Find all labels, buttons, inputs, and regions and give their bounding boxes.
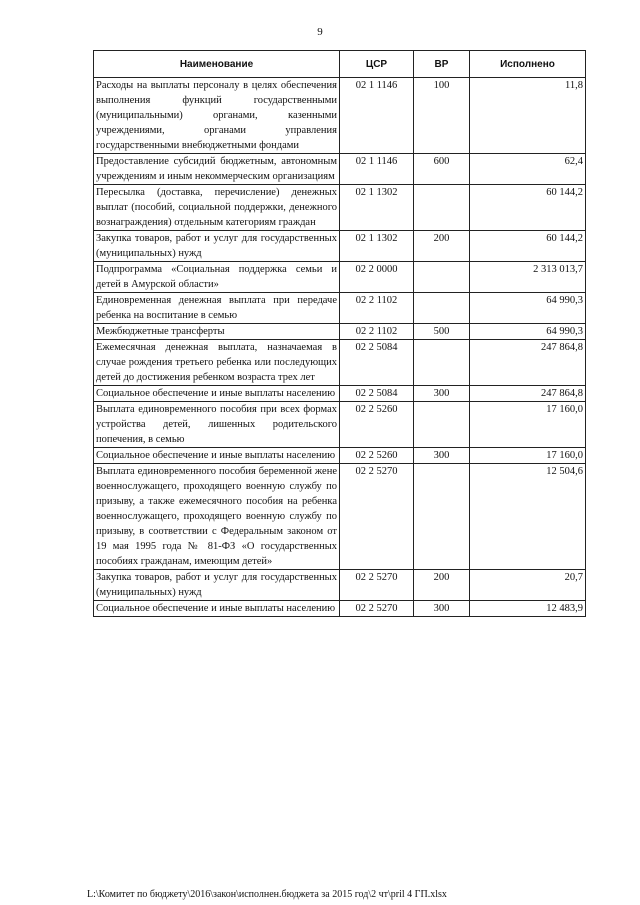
row-vr-cell: 500 [414, 324, 470, 340]
row-csr-cell: 02 2 5270 [340, 464, 414, 570]
row-vr-cell: 300 [414, 601, 470, 617]
row-name-cell: Ежемесячная денежная выплата, назначаемая в случае рождения третьего ребенка или последующих детей до достижения ребенком возраста трех лет [94, 340, 340, 386]
row-csr-cell: 02 2 5084 [340, 386, 414, 402]
row-name-cell: Предоставление субсидий бюджетным, автономным учреждениям и иным некоммерческим организациям [94, 154, 340, 185]
header-name: Наименование [94, 51, 340, 78]
row-amount-cell: 17 160,0 [470, 402, 586, 448]
table-row [94, 448, 586, 464]
row-vr-cell: 600 [414, 154, 470, 185]
row-name-cell: Выплата единовременного пособия при всех формах устройства детей, лишенных родительского попечения, в семью [94, 402, 340, 448]
row-amount-cell: 62,4 [470, 154, 586, 185]
row-name-cell: Пересылка (доставка, перечисление) денежных выплат (пособий, социальной поддержки, денежного вознаграждения) отдельным категориям граждан [94, 185, 340, 231]
table-row [94, 185, 586, 231]
row-name-cell: Закупка товаров, работ и услуг для государственных (муниципальных) нужд [94, 570, 340, 601]
row-vr-cell [414, 293, 470, 324]
header-csr: ЦСР [340, 51, 414, 78]
row-csr-cell: 02 2 5260 [340, 448, 414, 464]
page-number: 9 [317, 26, 323, 38]
table-row [94, 262, 586, 293]
table-row [94, 402, 586, 448]
row-amount-cell: 11,8 [470, 78, 586, 154]
row-csr-cell: 02 2 1102 [340, 293, 414, 324]
row-name-cell: Социальное обеспечение и иные выплаты населению [94, 448, 340, 464]
row-vr-cell [414, 340, 470, 386]
row-vr-cell: 300 [414, 386, 470, 402]
table-row [94, 601, 586, 617]
table-row [94, 231, 586, 262]
row-csr-cell: 02 1 1302 [340, 231, 414, 262]
row-csr-cell: 02 2 5084 [340, 340, 414, 386]
row-amount-cell: 64 990,3 [470, 293, 586, 324]
row-vr-cell: 200 [414, 570, 470, 601]
file-path-footer: L:\Комитет по бюджету\2016\закон\исполнен.бюджета за 2015 год\2 чт\pril 4 ГП.xlsx [87, 889, 447, 900]
row-name-cell: Закупка товаров, работ и услуг для государственных (муниципальных) нужд [94, 231, 340, 262]
row-amount-cell: 247 864,8 [470, 340, 586, 386]
budget-execution-table [93, 50, 586, 617]
row-name-cell: Социальное обеспечение и иные выплаты населению [94, 601, 340, 617]
table-row [94, 293, 586, 324]
row-name-cell: Социальное обеспечение и иные выплаты населению [94, 386, 340, 402]
row-amount-cell: 64 990,3 [470, 324, 586, 340]
row-csr-cell: 02 1 1146 [340, 154, 414, 185]
header-vr: ВР [414, 51, 470, 78]
table-header-row [94, 51, 586, 78]
table-row [94, 78, 586, 154]
row-csr-cell: 02 2 1102 [340, 324, 414, 340]
row-amount-cell: 2 313 013,7 [470, 262, 586, 293]
row-vr-cell [414, 185, 470, 231]
row-name-cell: Единовременная денежная выплата при передаче ребенка на воспитание в семью [94, 293, 340, 324]
table-body [94, 78, 586, 617]
row-vr-cell: 200 [414, 231, 470, 262]
table-row [94, 324, 586, 340]
table-row [94, 386, 586, 402]
row-csr-cell: 02 2 5270 [340, 601, 414, 617]
row-amount-cell: 20,7 [470, 570, 586, 601]
row-csr-cell: 02 2 0000 [340, 262, 414, 293]
row-vr-cell: 100 [414, 78, 470, 154]
table-row [94, 570, 586, 601]
row-vr-cell [414, 402, 470, 448]
row-csr-cell: 02 2 5270 [340, 570, 414, 601]
row-csr-cell: 02 1 1302 [340, 185, 414, 231]
row-name-cell: Выплата единовременного пособия беременной жене военнослужащего, проходящего военную службу по призыву, а также ежемесячного пособия на ребенка военнослужащего, проходящего военную службу по призыву, в соответствии с Федеральным законом от 19 мая 1995 года № 81-ФЗ «О государственных пособиях гражданам, имеющим детей» [94, 464, 340, 570]
table-row [94, 340, 586, 386]
row-name-cell: Расходы на выплаты персоналу в целях обеспечения выполнения функций государственными (муниципальными) органами, казенными учреждениями, органами управления государственными внебюджетными фондами [94, 78, 340, 154]
row-csr-cell: 02 2 5260 [340, 402, 414, 448]
header-executed: Исполнено [470, 51, 586, 78]
row-amount-cell: 247 864,8 [470, 386, 586, 402]
table-row [94, 464, 586, 570]
row-csr-cell: 02 1 1146 [340, 78, 414, 154]
row-vr-cell: 300 [414, 448, 470, 464]
row-amount-cell: 60 144,2 [470, 185, 586, 231]
row-amount-cell: 17 160,0 [470, 448, 586, 464]
row-name-cell: Межбюджетные трансферты [94, 324, 340, 340]
row-vr-cell [414, 262, 470, 293]
row-name-cell: Подпрограмма «Социальная поддержка семьи и детей в Амурской области» [94, 262, 340, 293]
row-amount-cell: 12 504,6 [470, 464, 586, 570]
table-row [94, 154, 586, 185]
row-amount-cell: 12 483,9 [470, 601, 586, 617]
row-vr-cell [414, 464, 470, 570]
row-amount-cell: 60 144,2 [470, 231, 586, 262]
